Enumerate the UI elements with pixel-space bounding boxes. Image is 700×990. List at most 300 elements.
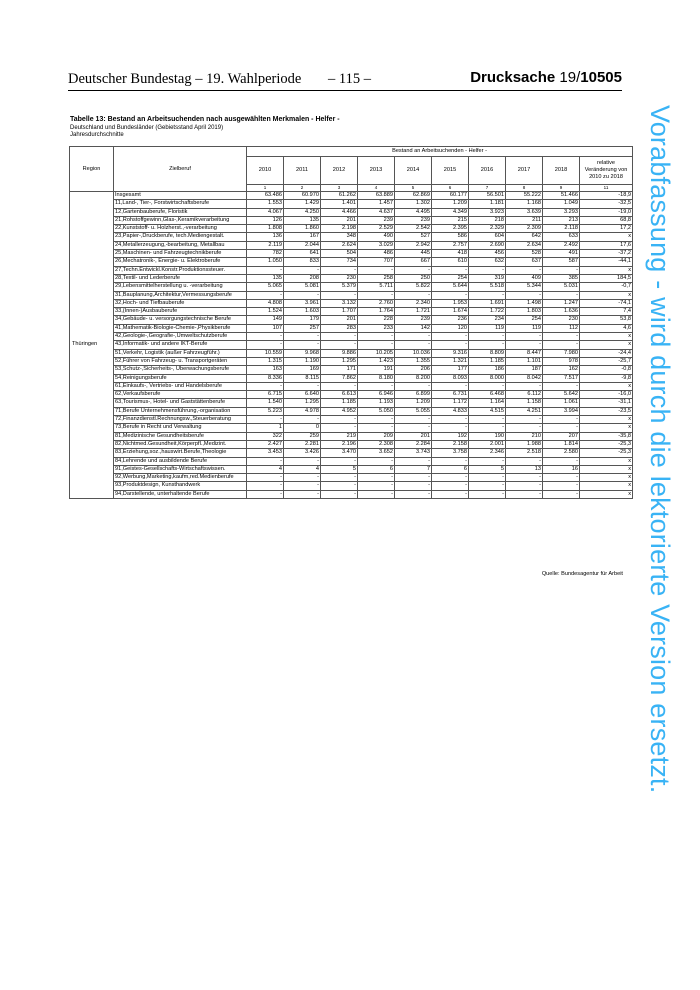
value-cell: - xyxy=(247,474,284,482)
value-cell: - xyxy=(321,490,358,498)
occupation-label: 72,Finanzdienstl.Rechnungsw.,Steuerberatung xyxy=(114,416,247,424)
value-cell: - xyxy=(395,341,432,349)
occupation-label: 61,Einkaufs-, Vertriebs- und Handelsberufe xyxy=(114,382,247,390)
value-cell: 1.209 xyxy=(432,200,469,208)
change-cell: x xyxy=(580,333,633,341)
value-cell: - xyxy=(432,457,469,465)
table-row xyxy=(70,474,633,482)
value-cell: 16 xyxy=(543,465,580,473)
value-cell: 2.198 xyxy=(321,225,358,233)
value-cell: 219 xyxy=(321,432,358,440)
value-cell: 5.644 xyxy=(432,283,469,291)
value-cell: 1.429 xyxy=(284,200,321,208)
occupation-label: 62,Verkaufsberufe xyxy=(114,391,247,399)
table-row xyxy=(70,424,633,432)
value-cell: 162 xyxy=(543,366,580,374)
value-cell: - xyxy=(395,424,432,432)
value-cell: - xyxy=(543,457,580,465)
value-cell: - xyxy=(432,291,469,299)
value-cell: 107 xyxy=(247,324,284,332)
value-cell: 1.190 xyxy=(284,357,321,365)
value-cell: 2.329 xyxy=(469,225,506,233)
value-cell: 1.315 xyxy=(247,357,284,365)
value-cell: 3.426 xyxy=(284,449,321,457)
source-note: Quelle: Bundesagentur für Arbeit xyxy=(541,571,623,577)
change-cell: 53,8 xyxy=(580,316,633,324)
value-cell: 4.466 xyxy=(321,208,358,216)
value-cell: 2.492 xyxy=(543,241,580,249)
value-cell: - xyxy=(506,457,543,465)
value-cell: 201 xyxy=(321,216,358,224)
table-row xyxy=(70,482,633,490)
value-cell: 0 xyxy=(284,424,321,432)
value-cell: 2.760 xyxy=(358,299,395,307)
value-cell: 7.862 xyxy=(321,374,358,382)
value-cell: - xyxy=(395,482,432,490)
value-cell: 322 xyxy=(247,432,284,440)
value-cell: 142 xyxy=(395,324,432,332)
value-cell: - xyxy=(469,474,506,482)
value-cell: 283 xyxy=(321,324,358,332)
col-header-year: 2014 xyxy=(395,157,432,185)
value-cell: - xyxy=(469,490,506,498)
region-cell: Thüringen xyxy=(70,192,114,499)
value-cell: 486 xyxy=(358,250,395,258)
value-cell: - xyxy=(506,266,543,274)
value-cell: 1.247 xyxy=(543,299,580,307)
value-cell: 1.158 xyxy=(506,399,543,407)
occupation-label: 91,Geistes-Gesellschafts-Wirtschaftswissen. xyxy=(114,465,247,473)
value-cell: 3.994 xyxy=(543,407,580,415)
value-cell: 239 xyxy=(395,216,432,224)
value-cell: 2.346 xyxy=(469,449,506,457)
occupation-label: 26,Mechatronik-, Energie- u. Elektroberufe xyxy=(114,258,247,266)
value-cell: 833 xyxy=(284,258,321,266)
value-cell: 1.168 xyxy=(506,200,543,208)
value-cell: 490 xyxy=(358,233,395,241)
table-subtitle-period: Jahresdurchschnitte xyxy=(70,132,124,138)
value-cell: 5.081 xyxy=(284,283,321,291)
value-cell: - xyxy=(247,341,284,349)
value-cell: - xyxy=(247,490,284,498)
value-cell: 2.281 xyxy=(284,440,321,448)
value-cell: 1.988 xyxy=(506,440,543,448)
col-header-change: relative Veränderung von 2010 zu 2018 xyxy=(580,157,633,185)
change-cell: -44,1 xyxy=(580,258,633,266)
change-cell: -16,0 xyxy=(580,391,633,399)
value-cell: - xyxy=(432,482,469,490)
value-cell: 213 xyxy=(543,216,580,224)
value-cell: 234 xyxy=(469,316,506,324)
value-cell: 4.250 xyxy=(284,208,321,216)
value-cell: - xyxy=(469,333,506,341)
value-cell: - xyxy=(469,291,506,299)
value-cell: - xyxy=(543,490,580,498)
change-cell: 4,6 xyxy=(580,324,633,332)
value-cell: 63.889 xyxy=(358,192,395,200)
value-cell: 209 xyxy=(358,432,395,440)
value-cell: - xyxy=(321,457,358,465)
value-cell: 1.193 xyxy=(358,399,395,407)
occupation-label: 11,Land-, Tier-, Forstwirtschaftsberufe xyxy=(114,200,247,208)
value-cell: 3.293 xyxy=(543,208,580,216)
value-cell: 1.185 xyxy=(321,399,358,407)
value-cell: 135 xyxy=(284,216,321,224)
value-cell: - xyxy=(543,333,580,341)
value-cell: 63.486 xyxy=(247,192,284,200)
value-cell: 2.309 xyxy=(506,225,543,233)
value-cell: 707 xyxy=(358,258,395,266)
table-row xyxy=(70,291,633,299)
occupation-label: 33,(Innen-)Ausbauberufe xyxy=(114,308,247,316)
value-cell: 191 xyxy=(358,366,395,374)
value-cell: - xyxy=(432,424,469,432)
value-cell: 230 xyxy=(321,274,358,282)
table-title: Tabelle 13: Bestand an Arbeitsuchenden nach ausgewählten Merkmalen - Helfer - xyxy=(70,116,340,123)
change-cell: -31,1 xyxy=(580,399,633,407)
value-cell: 1.423 xyxy=(358,357,395,365)
value-cell: - xyxy=(543,416,580,424)
value-cell: - xyxy=(543,382,580,390)
value-cell: - xyxy=(469,416,506,424)
value-cell: 385 xyxy=(543,274,580,282)
table-row xyxy=(70,432,633,440)
value-cell: 2.690 xyxy=(469,241,506,249)
value-cell: - xyxy=(395,266,432,274)
table-row xyxy=(70,440,633,448)
occupation-label: 94,Darstellende, unterhaltende Berufe xyxy=(114,490,247,498)
occupation-label: 22,Kunststoff- u. Holzherst.,-verarbeitung xyxy=(114,225,247,233)
table-row xyxy=(70,391,633,399)
value-cell: 8.042 xyxy=(506,374,543,382)
value-cell: 1.808 xyxy=(247,225,284,233)
value-cell: 667 xyxy=(395,258,432,266)
col-number: 9 xyxy=(543,185,580,192)
occupation-label: 73,Berufe in Recht und Verwaltung xyxy=(114,424,247,432)
value-cell: 228 xyxy=(358,316,395,324)
value-cell: 6 xyxy=(432,465,469,473)
col-header-year: 2017 xyxy=(506,157,543,185)
value-cell: 10.559 xyxy=(247,349,284,357)
value-cell: - xyxy=(247,457,284,465)
value-cell: - xyxy=(321,424,358,432)
value-cell: 2.518 xyxy=(506,449,543,457)
occupation-label: 42,Geologie-,Geografie-,Umweltschutzberufe xyxy=(114,333,247,341)
value-cell: 136 xyxy=(247,233,284,241)
watermark-text: Vorabfassung - wird durch die lektorierte Version ersetzt. xyxy=(645,105,675,794)
value-cell: 258 xyxy=(358,274,395,282)
value-cell: 218 xyxy=(469,216,506,224)
value-cell: 239 xyxy=(358,216,395,224)
value-cell: 586 xyxy=(432,233,469,241)
value-cell: 60.970 xyxy=(284,192,321,200)
value-cell: 642 xyxy=(506,233,543,241)
value-cell: 167 xyxy=(284,233,321,241)
col-header-year: 2016 xyxy=(469,157,506,185)
value-cell: 8.000 xyxy=(469,374,506,382)
change-cell: -24,4 xyxy=(580,349,633,357)
occupation-label: 31,Bauplanung,Architektur,Vermessungsberufe xyxy=(114,291,247,299)
occupation-label: 34,Gebäude- u. versorgungstechnische Berufe xyxy=(114,316,247,324)
value-cell: 632 xyxy=(469,258,506,266)
document-number-prefix: 19/ xyxy=(555,69,581,86)
value-cell: 1.814 xyxy=(543,440,580,448)
value-cell: 10.205 xyxy=(358,349,395,357)
value-cell: 7.517 xyxy=(543,374,580,382)
value-cell: - xyxy=(506,490,543,498)
value-cell: 8.093 xyxy=(432,374,469,382)
value-cell: 135 xyxy=(247,274,284,282)
occupation-label: 82,Nichtmed.Gesundheit,Körperpfl.,Medizint. xyxy=(114,440,247,448)
value-cell: 2.158 xyxy=(432,440,469,448)
change-cell: -25,7 xyxy=(580,357,633,365)
occupation-label: Insgesamt xyxy=(114,192,247,200)
change-cell: x xyxy=(580,341,633,349)
value-cell: - xyxy=(395,382,432,390)
value-cell: 2.757 xyxy=(432,241,469,249)
value-cell: 163 xyxy=(247,366,284,374)
value-cell: 6.715 xyxy=(247,391,284,399)
value-cell: - xyxy=(543,482,580,490)
table-row xyxy=(70,465,633,473)
value-cell: 5.379 xyxy=(321,283,358,291)
value-cell: 169 xyxy=(284,366,321,374)
value-cell: 2.542 xyxy=(395,225,432,233)
table-row xyxy=(70,449,633,457)
value-cell: - xyxy=(395,333,432,341)
value-cell: 587 xyxy=(543,258,580,266)
value-cell: 4.515 xyxy=(469,407,506,415)
page-number: – 115 – xyxy=(328,71,371,87)
value-cell: - xyxy=(247,266,284,274)
value-cell: 254 xyxy=(506,316,543,324)
value-cell: - xyxy=(395,457,432,465)
value-cell: 456 xyxy=(469,250,506,258)
value-cell: 1.553 xyxy=(247,200,284,208)
col-header-year: 2011 xyxy=(284,157,321,185)
value-cell: 13 xyxy=(506,465,543,473)
value-cell: 5.642 xyxy=(543,391,580,399)
value-cell: - xyxy=(506,291,543,299)
value-cell: 192 xyxy=(432,432,469,440)
value-cell: 409 xyxy=(506,274,543,282)
value-cell: 2.044 xyxy=(284,241,321,249)
value-cell: 3.453 xyxy=(247,449,284,457)
occupation-label: 71,Berufe Unternehmensführung,-organisation xyxy=(114,407,247,415)
value-cell: 1.721 xyxy=(395,308,432,316)
value-cell: - xyxy=(284,416,321,424)
change-cell: x xyxy=(580,490,633,498)
value-cell: 1.764 xyxy=(358,308,395,316)
value-cell: 61.262 xyxy=(321,192,358,200)
document-number-value: 10505 xyxy=(580,69,622,86)
value-cell: - xyxy=(358,457,395,465)
value-cell: 8.115 xyxy=(284,374,321,382)
value-cell: 2.119 xyxy=(247,241,284,249)
value-cell: 112 xyxy=(543,324,580,332)
col-number: 11 xyxy=(580,185,633,192)
value-cell: - xyxy=(247,482,284,490)
value-cell: 1.457 xyxy=(358,200,395,208)
value-cell: 1.101 xyxy=(506,357,543,365)
change-cell: 17,2 xyxy=(580,225,633,233)
value-cell: - xyxy=(432,490,469,498)
col-number: 1 xyxy=(247,185,284,192)
table-row xyxy=(70,216,633,224)
value-cell: 6.899 xyxy=(395,391,432,399)
value-cell: - xyxy=(358,490,395,498)
occupation-label: 54,Reinigungsberufe xyxy=(114,374,247,382)
value-cell: 2.284 xyxy=(395,440,432,448)
value-cell: 1.498 xyxy=(506,299,543,307)
change-cell: x xyxy=(580,482,633,490)
value-cell: - xyxy=(543,424,580,432)
value-cell: 201 xyxy=(321,316,358,324)
data-table xyxy=(69,146,633,499)
occupation-label: 41,Mathematik-Biologie-Chemie-,Physikberufe xyxy=(114,324,247,332)
occupation-label: 83,Erziehung,soz.,hauswirt.Berufe,Theologie xyxy=(114,449,247,457)
value-cell: 2.118 xyxy=(543,225,580,233)
document-number-label: Drucksache xyxy=(470,69,556,86)
value-cell: 239 xyxy=(395,316,432,324)
col-header-year: 2012 xyxy=(321,157,358,185)
occupation-label: 43,Informatik- und andere IKT-Berufe xyxy=(114,341,247,349)
table-row xyxy=(70,399,633,407)
value-cell: 2.580 xyxy=(543,449,580,457)
value-cell: 637 xyxy=(506,258,543,266)
value-cell: - xyxy=(506,382,543,390)
value-cell: 215 xyxy=(432,216,469,224)
value-cell: 2.427 xyxy=(247,440,284,448)
value-cell: 179 xyxy=(284,316,321,324)
occupation-label: 93,Produktdesign, Kunsthandwerk xyxy=(114,482,247,490)
value-cell: - xyxy=(284,382,321,390)
value-cell: 3.743 xyxy=(395,449,432,457)
value-cell: 4.067 xyxy=(247,208,284,216)
value-cell: - xyxy=(432,333,469,341)
value-cell: 1.295 xyxy=(321,357,358,365)
value-cell: 233 xyxy=(358,324,395,332)
occupation-label: 81,Medizinische Gesundheitsberufe xyxy=(114,432,247,440)
occupation-label: 24,Metallerzeugung,-bearbeitung, Metallbau xyxy=(114,241,247,249)
value-cell: 119 xyxy=(506,324,543,332)
change-cell: -0,8 xyxy=(580,366,633,374)
value-cell: 3.923 xyxy=(469,208,506,216)
value-cell: - xyxy=(395,474,432,482)
value-cell: 2.624 xyxy=(321,241,358,249)
value-cell: 4.978 xyxy=(284,407,321,415)
value-cell: 4.808 xyxy=(247,299,284,307)
change-cell: x xyxy=(580,416,633,424)
value-cell: 2.196 xyxy=(321,440,358,448)
table-row xyxy=(70,366,633,374)
value-cell: - xyxy=(506,341,543,349)
value-cell: 5.344 xyxy=(506,283,543,291)
value-cell: 62.869 xyxy=(395,192,432,200)
value-cell: - xyxy=(358,291,395,299)
col-header-year: 2013 xyxy=(358,157,395,185)
value-cell: 207 xyxy=(543,432,580,440)
value-cell: 8.809 xyxy=(469,349,506,357)
change-cell: -19,0 xyxy=(580,208,633,216)
value-cell: 186 xyxy=(469,366,506,374)
table-row xyxy=(70,382,633,390)
value-cell: - xyxy=(358,333,395,341)
value-cell: - xyxy=(358,482,395,490)
value-cell: - xyxy=(469,457,506,465)
value-cell: 1.164 xyxy=(469,399,506,407)
col-number: 4 xyxy=(358,185,395,192)
value-cell: 250 xyxy=(395,274,432,282)
occupation-label: 12,Gartenbauberufe, Floristik xyxy=(114,208,247,216)
value-cell: 1.540 xyxy=(247,399,284,407)
value-cell: - xyxy=(321,341,358,349)
table-row xyxy=(70,308,633,316)
value-cell: 4.349 xyxy=(432,208,469,216)
value-cell: 2.001 xyxy=(469,440,506,448)
change-cell: -37,2 xyxy=(580,250,633,258)
value-cell: 8.200 xyxy=(395,374,432,382)
col-header-zielberuf: Zielberuf xyxy=(114,147,247,192)
col-header-year: 2015 xyxy=(432,157,469,185)
value-cell: 782 xyxy=(247,250,284,258)
value-cell: - xyxy=(432,474,469,482)
value-cell: - xyxy=(506,424,543,432)
value-cell: - xyxy=(358,382,395,390)
value-cell: 201 xyxy=(395,432,432,440)
value-cell: 1.355 xyxy=(395,357,432,365)
value-cell: - xyxy=(358,416,395,424)
value-cell: 257 xyxy=(284,324,321,332)
occupation-label: 53,Schutz-,Sicherheits-, Überwachungsberufe xyxy=(114,366,247,374)
change-cell: x xyxy=(580,291,633,299)
value-cell: 1.674 xyxy=(432,308,469,316)
value-cell: - xyxy=(358,474,395,482)
value-cell: 6.468 xyxy=(469,391,506,399)
value-cell: - xyxy=(284,341,321,349)
header-divider xyxy=(68,90,622,91)
value-cell: 2.340 xyxy=(395,299,432,307)
value-cell: 4 xyxy=(284,465,321,473)
occupation-label: 63,Tourismus-, Hotel- und Gaststättenberufe xyxy=(114,399,247,407)
value-cell: 5.822 xyxy=(395,283,432,291)
value-cell: - xyxy=(358,341,395,349)
value-cell: 4.952 xyxy=(321,407,358,415)
value-cell: - xyxy=(506,474,543,482)
col-number: 3 xyxy=(321,185,358,192)
value-cell: 5.711 xyxy=(358,283,395,291)
change-cell: x xyxy=(580,457,633,465)
value-cell: 206 xyxy=(395,366,432,374)
value-cell: 177 xyxy=(432,366,469,374)
value-cell: 5 xyxy=(469,465,506,473)
value-cell: 445 xyxy=(395,250,432,258)
value-cell: - xyxy=(284,266,321,274)
value-cell: 348 xyxy=(321,233,358,241)
value-cell: 6.731 xyxy=(432,391,469,399)
table-row xyxy=(70,333,633,341)
value-cell: 6.640 xyxy=(284,391,321,399)
col-header-year: 2010 xyxy=(247,157,284,185)
value-cell: 259 xyxy=(284,432,321,440)
value-cell: - xyxy=(395,291,432,299)
col-header-year: 2018 xyxy=(543,157,580,185)
value-cell: - xyxy=(395,416,432,424)
value-cell: 1.722 xyxy=(469,308,506,316)
value-cell: 1.295 xyxy=(284,399,321,407)
value-cell: - xyxy=(321,482,358,490)
col-header-region: Region xyxy=(70,147,114,192)
